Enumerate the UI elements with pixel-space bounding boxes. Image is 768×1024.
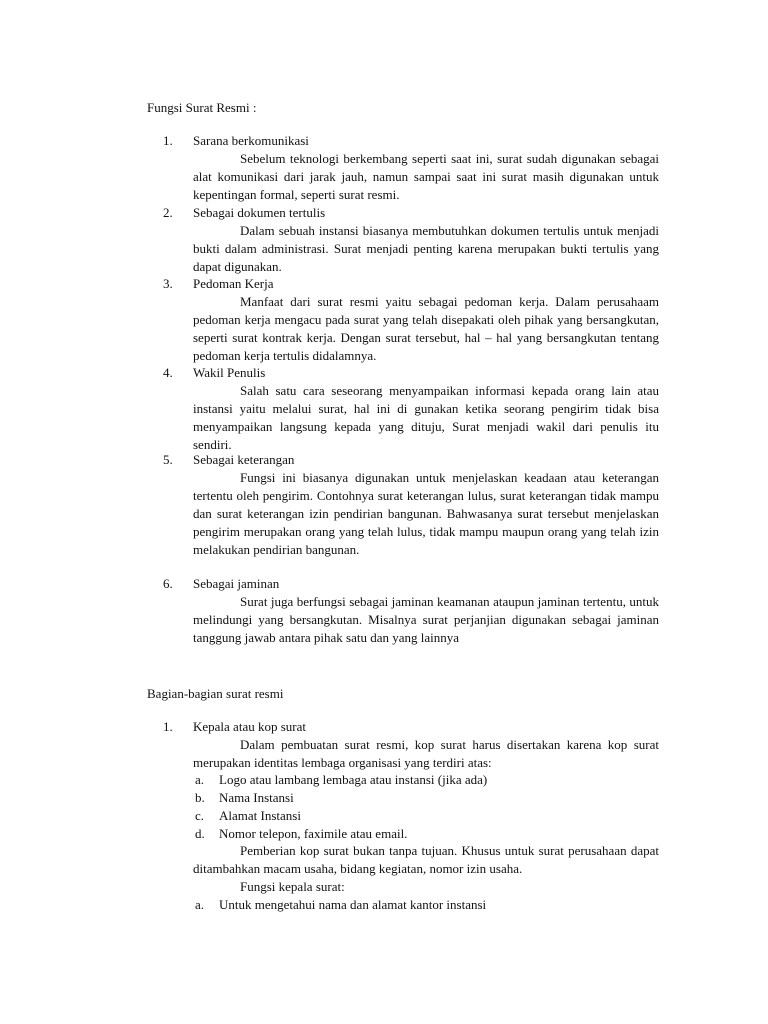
list-item-2 (147, 204, 659, 276)
paragraph-fungsi-kepala: Fungsi kepala surat: (240, 879, 345, 894)
list-item-title: Sebagai keterangan (193, 452, 295, 467)
fungsi-kepala-list (195, 896, 665, 914)
list-item-1 (147, 132, 659, 204)
list-item-title: Sarana berkomunikasi (193, 133, 309, 148)
list-item-6 (147, 575, 659, 647)
list-item-body: Salah satu cara seseorang menyampaikan informasi kepada orang lain atau instansi yaitu melalui surat, hal ini di gunakan ketika seorang pengirim tidak bisa menyampaikan langsung kepada yang dituju, Surat menjadi wakil dari penulis itu sendiri. (193, 383, 659, 452)
paragraph-kop-tujuan: Pemberian kop surat bukan tanpa tujuan. Khusus untuk surat perusahaan dapat ditambahkan macam usaha, bidang kegiatan, nomor izin usaha. (193, 843, 659, 876)
list-item-body: Sebelum teknologi berkembang seperti saat ini, surat sudah digunakan sebagai alat komunikasi dari jarak jauh, namun sampai saat ini surat masih digunakan untuk kepentingan formal, seperti surat resmi. (193, 151, 659, 202)
list-item-title: Pedoman Kerja (193, 276, 274, 291)
sub-list-item: a. Untuk mengetahui nama dan alamat kantor instansi (195, 897, 487, 912)
list-item-title: Sebagai dokumen tertulis (193, 205, 326, 220)
list-number: 4. (163, 365, 173, 380)
list-number: 5. (163, 452, 173, 467)
list-item-body: Manfaat dari surat resmi yaitu sebagai pedoman kerja. Dalam perusahaam pedoman kerja mengacu pada surat yang telah disepakati oleh pihak yang bersangkutan, seperti surat kontrak kerja. Dengan surat tersebut, hal – hal yang bersangkutan tentang pedoman kerja tertulis didalamnya. (193, 294, 659, 363)
list-item-kop (147, 718, 659, 772)
sub-list-item: c. Alamat Instansi (195, 808, 301, 823)
sub-list-item: b. Nama Instansi (195, 790, 294, 805)
list-number: 3. (163, 276, 173, 291)
kop-components-list (195, 771, 665, 843)
list-item-title: Sebagai jaminan (193, 576, 280, 591)
list-item-body: Dalam pembuatan surat resmi, kop surat harus disertakan karena kop surat merupakan identitas lembaga organisasi yang terdiri atas: (193, 737, 659, 770)
list-number: 6. (163, 576, 173, 591)
list-item-title: Kepala atau kop surat (193, 719, 306, 734)
list-number: 1. (163, 133, 173, 148)
sub-list-item: d. Nomor telepon, faximile atau email. (195, 826, 408, 841)
list-item-body: Fungsi ini biasanya digunakan untuk menjelaskan keadaan atau keterangan tertentu oleh pengirim. Contohnya surat keterangan lulus, surat keterangan tidak mampu dan surat keterangan izin pendirian bangunan. Bahwasanya surat tersebut menjelaskan pengirim merupakan orang yang telah lulus, tidak mampu maupun orang yang telah izin melakukan pendirian bangunan. (193, 470, 659, 557)
list-item-3 (147, 275, 659, 365)
list-item-4 (147, 364, 659, 454)
list-item-5 (147, 451, 659, 559)
list-item-body: Dalam sebuah instansi biasanya membutuhkan dokumen tertulis untuk menjadi bukti dalam administrasi. Surat menjadi penting karena merupakan bukti tertulis yang dapat digunakan. (193, 223, 659, 274)
list-number: 2. (163, 205, 173, 220)
list-number: 1. (163, 719, 173, 734)
list-item-body: Surat juga berfungsi sebagai jaminan keamanan ataupun jaminan tertentu, untuk melindungi yang bersangkutan. Misalnya surat perjanjian digunakan sebagai jaminan tanggung jawab antara pihak satu dan yang lainnya (193, 594, 659, 645)
section-heading-bagian: Bagian-bagian surat resmi (147, 686, 284, 701)
section-heading-fungsi: Fungsi Surat Resmi : (147, 100, 257, 115)
list-item-title: Wakil Penulis (193, 365, 266, 380)
sub-list-item: a. Logo atau lambang lembaga atau instansi (jika ada) (195, 772, 488, 787)
